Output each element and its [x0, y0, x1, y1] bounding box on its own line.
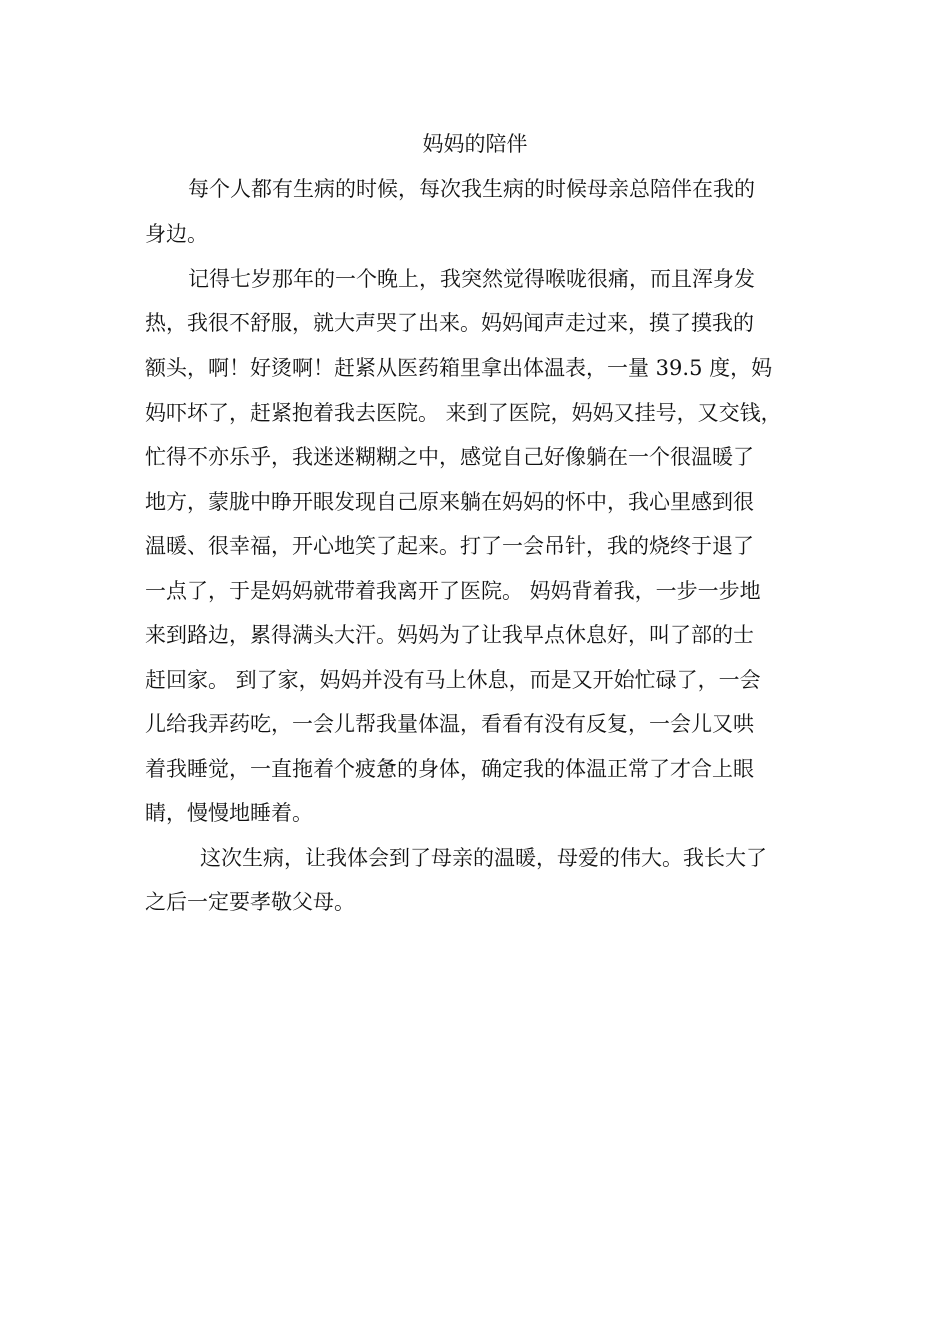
- text-line: 地方，蒙胧中睁开眼发现自己原来躺在妈妈的怀中，我心里感到很: [145, 490, 754, 514]
- text-line: 一点了，于是妈妈就带着我离开了医院。 妈妈背着我，一步一步地: [145, 579, 761, 603]
- text-line: 身边。: [145, 222, 208, 246]
- text-line: 妈吓坏了，赶紧抱着我去医院。 来到了医院，妈妈又挂号，又交钱，: [145, 401, 782, 425]
- text-line: 这次生病，让我体会到了母亲的温暖，母爱的伟大。我长大了: [200, 846, 767, 870]
- text-line: 赶回家。 到了家，妈妈并没有马上休息，而是又开始忙碌了，一会: [145, 668, 761, 692]
- document-title: 妈妈的陪伴: [422, 132, 528, 156]
- text-line: 之后一定要孝敬父母。: [145, 890, 355, 914]
- text-line: 热，我很不舒服，就大声哭了出来。妈妈闻声走过来，摸了摸我的: [145, 311, 754, 335]
- text-line: 儿给我弄药吃，一会儿帮我量体温，看看有没有反复，一会儿又哄: [145, 712, 754, 736]
- text-line: 来到路边，累得满头大汗。妈妈为了让我早点休息好，叫了部的士: [145, 623, 754, 647]
- text-line: 每个人都有生病的时候，每次我生病的时候母亲总陪伴在我的: [188, 177, 755, 201]
- text-line: 着我睡觉，一直拖着个疲惫的身体，确定我的体温正常了才合上眼: [145, 757, 754, 781]
- text-line: 额头，啊！好烫啊！赶紧从医药箱里拿出体温表，一量 39.5 度，妈: [145, 356, 773, 380]
- text-line: 记得七岁那年的一个晚上，我突然觉得喉咙很痛，而且浑身发: [188, 267, 755, 291]
- text-line: 温暖、很幸福，开心地笑了起来。打了一会吊针，我的烧终于退了: [145, 534, 754, 558]
- text-line: 忙得不亦乐乎，我迷迷糊糊之中，感觉自己好像躺在一个很温暖了: [145, 445, 754, 469]
- text-line: 睛，慢慢地睡着。: [145, 801, 313, 825]
